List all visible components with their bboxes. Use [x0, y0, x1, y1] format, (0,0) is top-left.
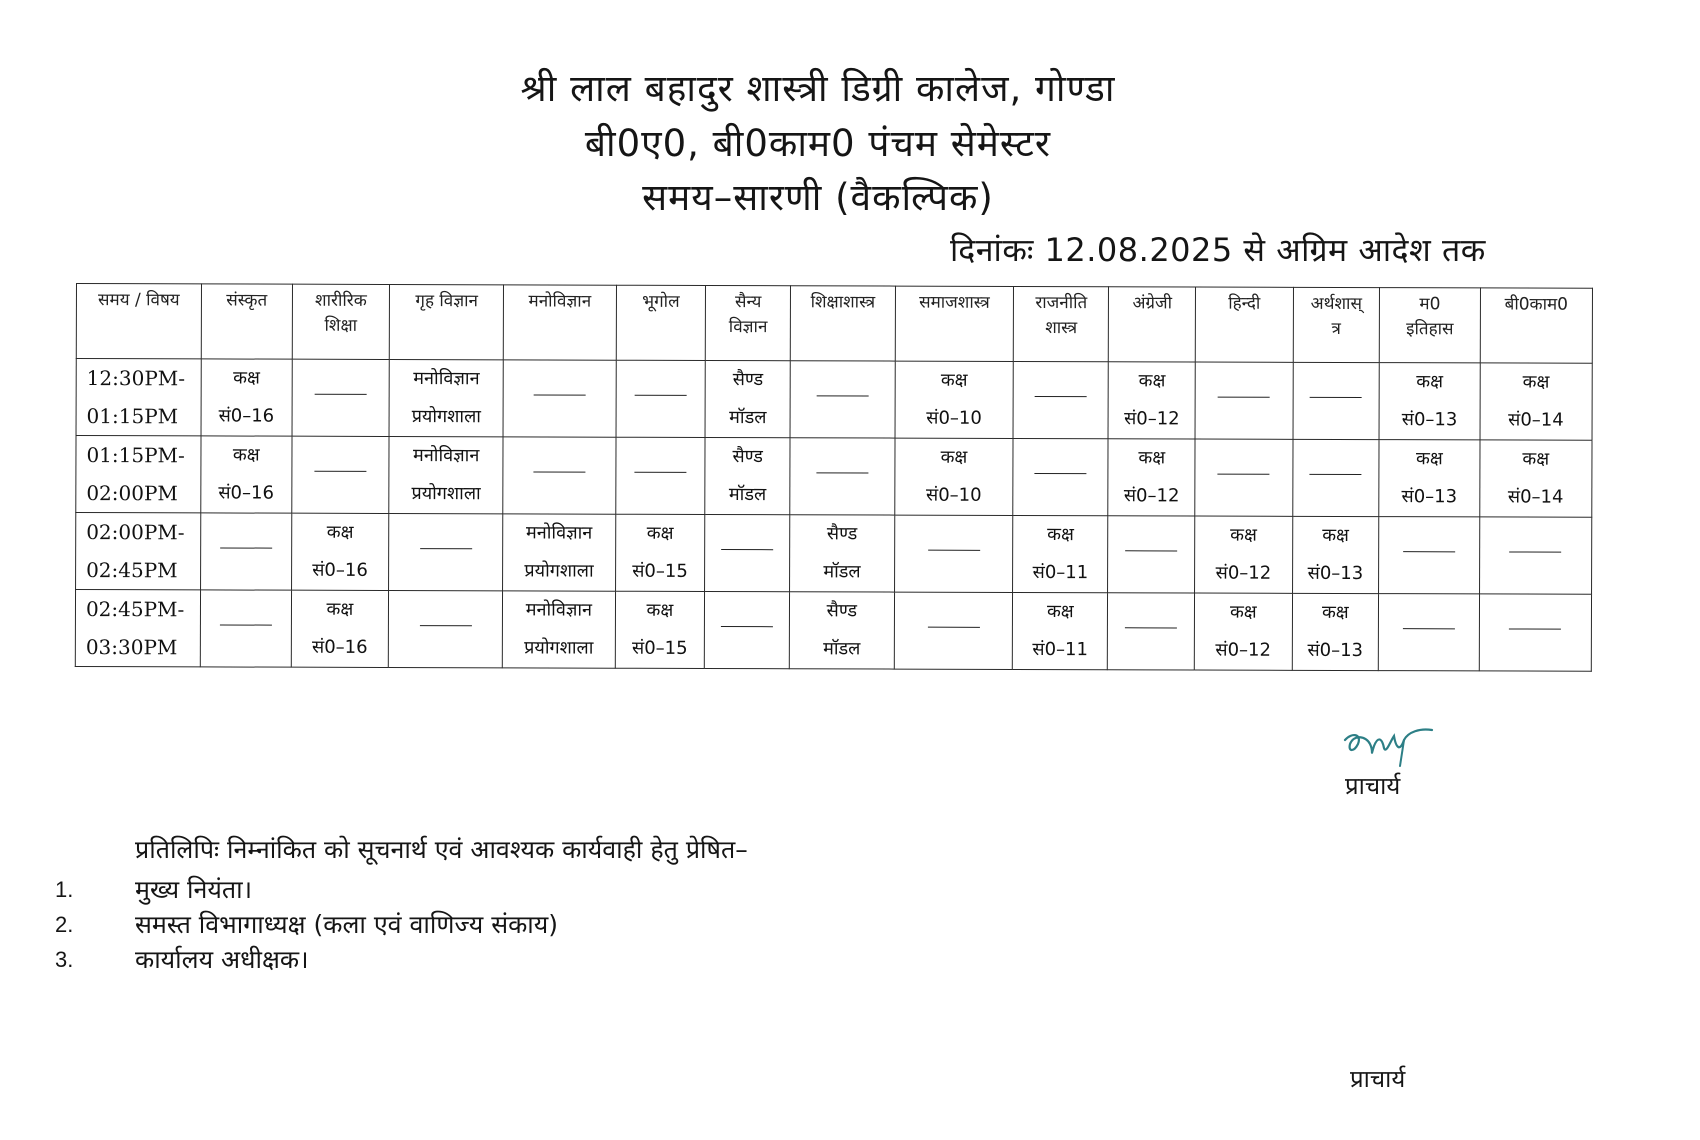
room-cell	[389, 359, 503, 436]
room-cell-line: कक्ष	[1229, 601, 1257, 623]
room-cell	[705, 360, 790, 437]
room-cell-line: सं0–16	[312, 636, 368, 658]
empty-cell	[790, 438, 895, 515]
time-slot-line: 02:45PM	[86, 558, 178, 583]
copy-heading: प्रतिलिपिः निम्नांकित को सूचनार्थ एवं आवश्यक कार्यवाही हेतु प्रेषित–	[135, 835, 748, 864]
room-cell	[790, 515, 895, 592]
room-cell-line: कक्ष	[1522, 371, 1550, 393]
table-row	[76, 436, 1592, 518]
room-cell-line: कक्ष	[1046, 601, 1074, 623]
empty-cell	[894, 515, 1013, 592]
room-cell-line: सं0–12	[1124, 408, 1180, 430]
dash-mark	[533, 471, 585, 472]
room-cell-line: कक्ष	[1138, 447, 1166, 469]
room-cell-line: सं0–10	[926, 407, 982, 429]
timetable	[75, 283, 1593, 672]
room-cell-line: मॉडल	[728, 484, 767, 506]
room-cell-line: सैण्ड	[732, 369, 764, 391]
column-header	[1480, 288, 1592, 363]
room-cell-line: सं0–15	[632, 560, 688, 582]
room-cell	[503, 591, 615, 668]
column-header	[895, 286, 1014, 361]
empty-cell	[292, 359, 390, 436]
room-cell-line: कक्ष	[1138, 370, 1166, 392]
room-cell	[1480, 440, 1592, 517]
time-slot-line: 02:45PM-	[85, 597, 185, 622]
time-slot	[76, 359, 201, 436]
room-cell-line: कक्ष	[940, 369, 968, 391]
room-cell	[291, 590, 389, 667]
dash-mark	[420, 625, 472, 626]
column-header-line: समाजशास्त्र	[919, 292, 990, 313]
column-header	[616, 285, 706, 360]
column-header-line: शिक्षा	[324, 315, 358, 336]
room-cell-line: सं0–12	[1215, 639, 1271, 661]
column-header-line: सैन्य	[734, 292, 762, 313]
dash-mark	[220, 547, 272, 548]
dash-mark	[634, 472, 686, 473]
room-cell-line: कक्ष	[1047, 524, 1074, 546]
room-cell	[1379, 363, 1480, 440]
header-row	[76, 284, 1592, 364]
room-cell-line: कक्ष	[1322, 524, 1349, 547]
empty-cell	[1013, 361, 1108, 438]
dash-mark	[1510, 552, 1562, 553]
room-cell-line: कक्ष	[326, 521, 354, 543]
dash-mark	[220, 624, 272, 625]
room-cell-line: प्रयोगशाला	[411, 483, 481, 505]
room-cell-line: कक्ष	[646, 522, 674, 544]
room-cell-line: सं0–12	[1215, 562, 1272, 584]
empty-cell	[292, 436, 390, 513]
effective-date: दिनांकः 12.08.2025 से अग्रिम आदेश तक	[950, 231, 1486, 269]
room-cell-line: सं0–16	[218, 405, 275, 427]
room-cell-line: कक्ष	[1522, 448, 1550, 470]
dash-mark	[534, 394, 586, 395]
room-cell-line: कक्ष	[646, 599, 674, 621]
empty-cell	[503, 360, 615, 437]
empty-cell	[1108, 593, 1195, 670]
empty-cell	[1195, 362, 1293, 439]
empty-cell	[1013, 438, 1108, 515]
column-header-line: अंग्रेजी	[1132, 293, 1173, 314]
column-header	[201, 284, 292, 359]
empty-cell	[1379, 517, 1480, 594]
room-cell-line: कक्ष	[1416, 448, 1443, 470]
principal-signature	[1340, 722, 1440, 772]
time-slot-line: 01:15PM-	[86, 443, 185, 468]
document-title: समय–सारणी (वैकल्पिक)	[642, 176, 994, 219]
dash-mark	[1218, 397, 1270, 398]
copy-item-text: कार्यालय अधीक्षक।	[135, 945, 309, 974]
room-cell-line: मनोविज्ञान	[525, 522, 593, 544]
empty-cell	[200, 513, 291, 590]
column-header-line: संस्कृत	[226, 290, 268, 311]
dash-mark	[1035, 473, 1087, 474]
room-cell-line: कक्ष	[1321, 601, 1349, 623]
dash-mark	[420, 548, 472, 549]
column-header	[292, 284, 390, 359]
column-header-line: भूगोल	[642, 291, 680, 312]
column-header	[1293, 287, 1380, 362]
dash-mark	[635, 395, 687, 396]
column-header	[1380, 288, 1481, 363]
room-cell	[1379, 440, 1480, 517]
empty-cell	[615, 437, 705, 514]
room-cell-line: सं0–16	[312, 559, 368, 581]
room-cell-line: सं0–12	[1123, 485, 1180, 507]
column-header	[1195, 287, 1293, 362]
room-cell	[895, 438, 1014, 515]
room-cell	[1480, 363, 1592, 440]
dash-mark	[1125, 627, 1177, 628]
dash-mark	[1218, 474, 1270, 475]
column-header	[504, 285, 616, 360]
room-cell	[615, 591, 705, 668]
dash-mark	[817, 395, 869, 396]
room-cell	[1108, 439, 1195, 516]
dash-mark	[315, 394, 367, 395]
room-cell-line: सं0–13	[1401, 486, 1458, 508]
copy-item-number: 3.	[55, 947, 74, 972]
empty-cell	[705, 591, 790, 668]
room-cell-line: सैण्ड	[826, 523, 858, 545]
room-cell-line: मनोविज्ञान	[413, 445, 480, 467]
empty-cell	[389, 513, 503, 590]
room-cell-line: सं0–11	[1032, 562, 1089, 584]
time-slot-line: 12:30PM-	[86, 366, 186, 391]
principal-title-1: प्राचार्य	[1345, 772, 1401, 800]
room-cell-line: कक्ष	[1416, 371, 1444, 393]
dash-mark	[927, 627, 979, 628]
room-cell-line: सैण्ड	[826, 600, 858, 622]
room-cell-line: मॉडल	[823, 638, 861, 660]
room-cell-line: प्रयोगशाला	[524, 560, 594, 582]
column-header-line: मनोविज्ञान	[528, 291, 592, 312]
room-cell	[1013, 592, 1108, 669]
table-row	[76, 513, 1592, 595]
column-header	[76, 284, 201, 359]
room-cell-line: सं0–16	[218, 482, 274, 504]
college-name: श्री लाल बहादुर शास्त्री डिग्री कालेज, गोण्डा	[520, 67, 1116, 110]
empty-cell	[1479, 594, 1591, 671]
copy-item-text: मुख्य नियंता।	[135, 875, 253, 904]
room-cell	[705, 437, 790, 514]
room-cell-line: सं0–10	[926, 484, 982, 506]
dash-mark	[1509, 629, 1561, 630]
column-header	[706, 285, 791, 360]
time-slot-line: 02:00PM-	[86, 520, 185, 545]
room-cell-line: मनोविज्ञान	[413, 368, 480, 390]
dash-mark	[1310, 397, 1362, 398]
room-cell	[1194, 593, 1292, 670]
time-slot	[76, 513, 201, 590]
dash-mark	[1125, 550, 1177, 551]
room-cell-line: कक्ष	[233, 367, 260, 389]
table-row	[75, 590, 1591, 672]
dash-mark	[1403, 628, 1455, 629]
copy-item-number: 2.	[55, 912, 74, 937]
empty-cell	[200, 590, 291, 667]
time-slot	[75, 590, 200, 667]
room-cell	[789, 592, 894, 669]
empty-cell	[388, 590, 502, 667]
room-cell-line: कक्ष	[326, 598, 354, 620]
dash-mark	[1035, 396, 1087, 397]
column-header-line: म0	[1419, 294, 1441, 315]
room-cell-line: सं0–13	[1401, 409, 1458, 431]
dash-mark	[816, 472, 868, 473]
room-cell	[291, 513, 389, 590]
empty-cell	[1292, 439, 1379, 516]
time-slot	[76, 436, 201, 513]
room-cell-line: प्रयोगशाला	[524, 637, 594, 659]
room-cell-line: सं0–13	[1307, 562, 1364, 585]
empty-cell	[1293, 362, 1380, 439]
column-header-line: शास्त्र	[1045, 318, 1078, 339]
room-cell	[503, 514, 615, 591]
column-header-line: इतिहास	[1406, 319, 1454, 340]
room-cell-line: सैण्ड	[732, 446, 763, 468]
column-header-line: बी0काम0	[1504, 294, 1569, 315]
empty-cell	[1479, 517, 1591, 594]
room-cell	[201, 359, 292, 436]
room-cell-line: मनोविज्ञान	[525, 599, 593, 621]
column-header	[389, 284, 503, 359]
dash-mark	[721, 626, 773, 627]
room-cell-line: सं0–15	[632, 637, 688, 659]
table-row	[76, 359, 1592, 441]
room-cell	[1108, 362, 1195, 439]
room-cell-line: सं0–13	[1307, 639, 1364, 662]
empty-cell	[790, 361, 895, 438]
column-header-line: त्र	[1331, 318, 1341, 339]
room-cell-line: सं0–14	[1508, 409, 1564, 431]
dash-mark	[1403, 551, 1455, 552]
empty-cell	[705, 514, 790, 591]
dash-mark	[928, 550, 980, 551]
room-cell-line: कक्ष	[232, 444, 260, 466]
room-cell-line: सं0–14	[1507, 486, 1564, 508]
column-header-line: समय / विषय	[98, 290, 180, 311]
time-slot-line: 02:00PM	[86, 481, 178, 506]
room-cell	[1013, 515, 1108, 592]
time-slot-line: 03:30PM	[85, 635, 178, 660]
room-cell-line: प्रयोगशाला	[411, 406, 481, 428]
room-cell	[1292, 516, 1379, 593]
room-cell-line: कक्ष	[1230, 524, 1257, 546]
room-cell-line: कक्ष	[940, 446, 968, 468]
empty-cell	[616, 360, 706, 437]
column-header-line: शारीरिक	[315, 290, 367, 311]
room-cell-line: मॉडल	[729, 407, 767, 429]
column-header-line: शिक्षाशास्त्र	[810, 292, 876, 313]
column-header	[790, 286, 895, 361]
column-header	[1014, 286, 1109, 361]
room-cell	[615, 514, 705, 591]
time-slot-line: 01:15PM	[86, 404, 179, 429]
empty-cell	[503, 437, 615, 514]
room-cell	[895, 361, 1014, 438]
column-header-line: विज्ञान	[728, 317, 768, 338]
course-title: बी0ए0, बी0काम0 पंचम सेमेस्टर	[584, 122, 1052, 165]
copy-item-number: 1.	[55, 877, 74, 902]
dash-mark	[721, 549, 773, 550]
dash-mark	[1310, 474, 1362, 475]
column-header	[1109, 287, 1196, 362]
principal-title-2: प्राचार्य	[1350, 1065, 1406, 1093]
empty-cell	[894, 592, 1013, 669]
room-cell	[1292, 593, 1379, 670]
column-header-line: हिन्दी	[1228, 293, 1261, 314]
empty-cell	[1108, 516, 1195, 593]
column-header-line: अर्थशास्	[1310, 293, 1363, 315]
room-cell	[389, 436, 503, 513]
column-header-line: राजनीति	[1035, 293, 1088, 314]
room-cell-line: सं0–11	[1032, 639, 1088, 661]
room-cell-line: मॉडल	[823, 561, 861, 583]
room-cell	[201, 436, 292, 513]
copy-item-text: समस्त विभागाध्यक्ष (कला एवं वाणिज्य संकाय)	[135, 910, 559, 939]
dash-mark	[314, 471, 366, 472]
room-cell	[1195, 516, 1293, 593]
column-header-line: गृह विज्ञान	[415, 291, 479, 312]
empty-cell	[1195, 439, 1293, 516]
empty-cell	[1379, 594, 1480, 671]
